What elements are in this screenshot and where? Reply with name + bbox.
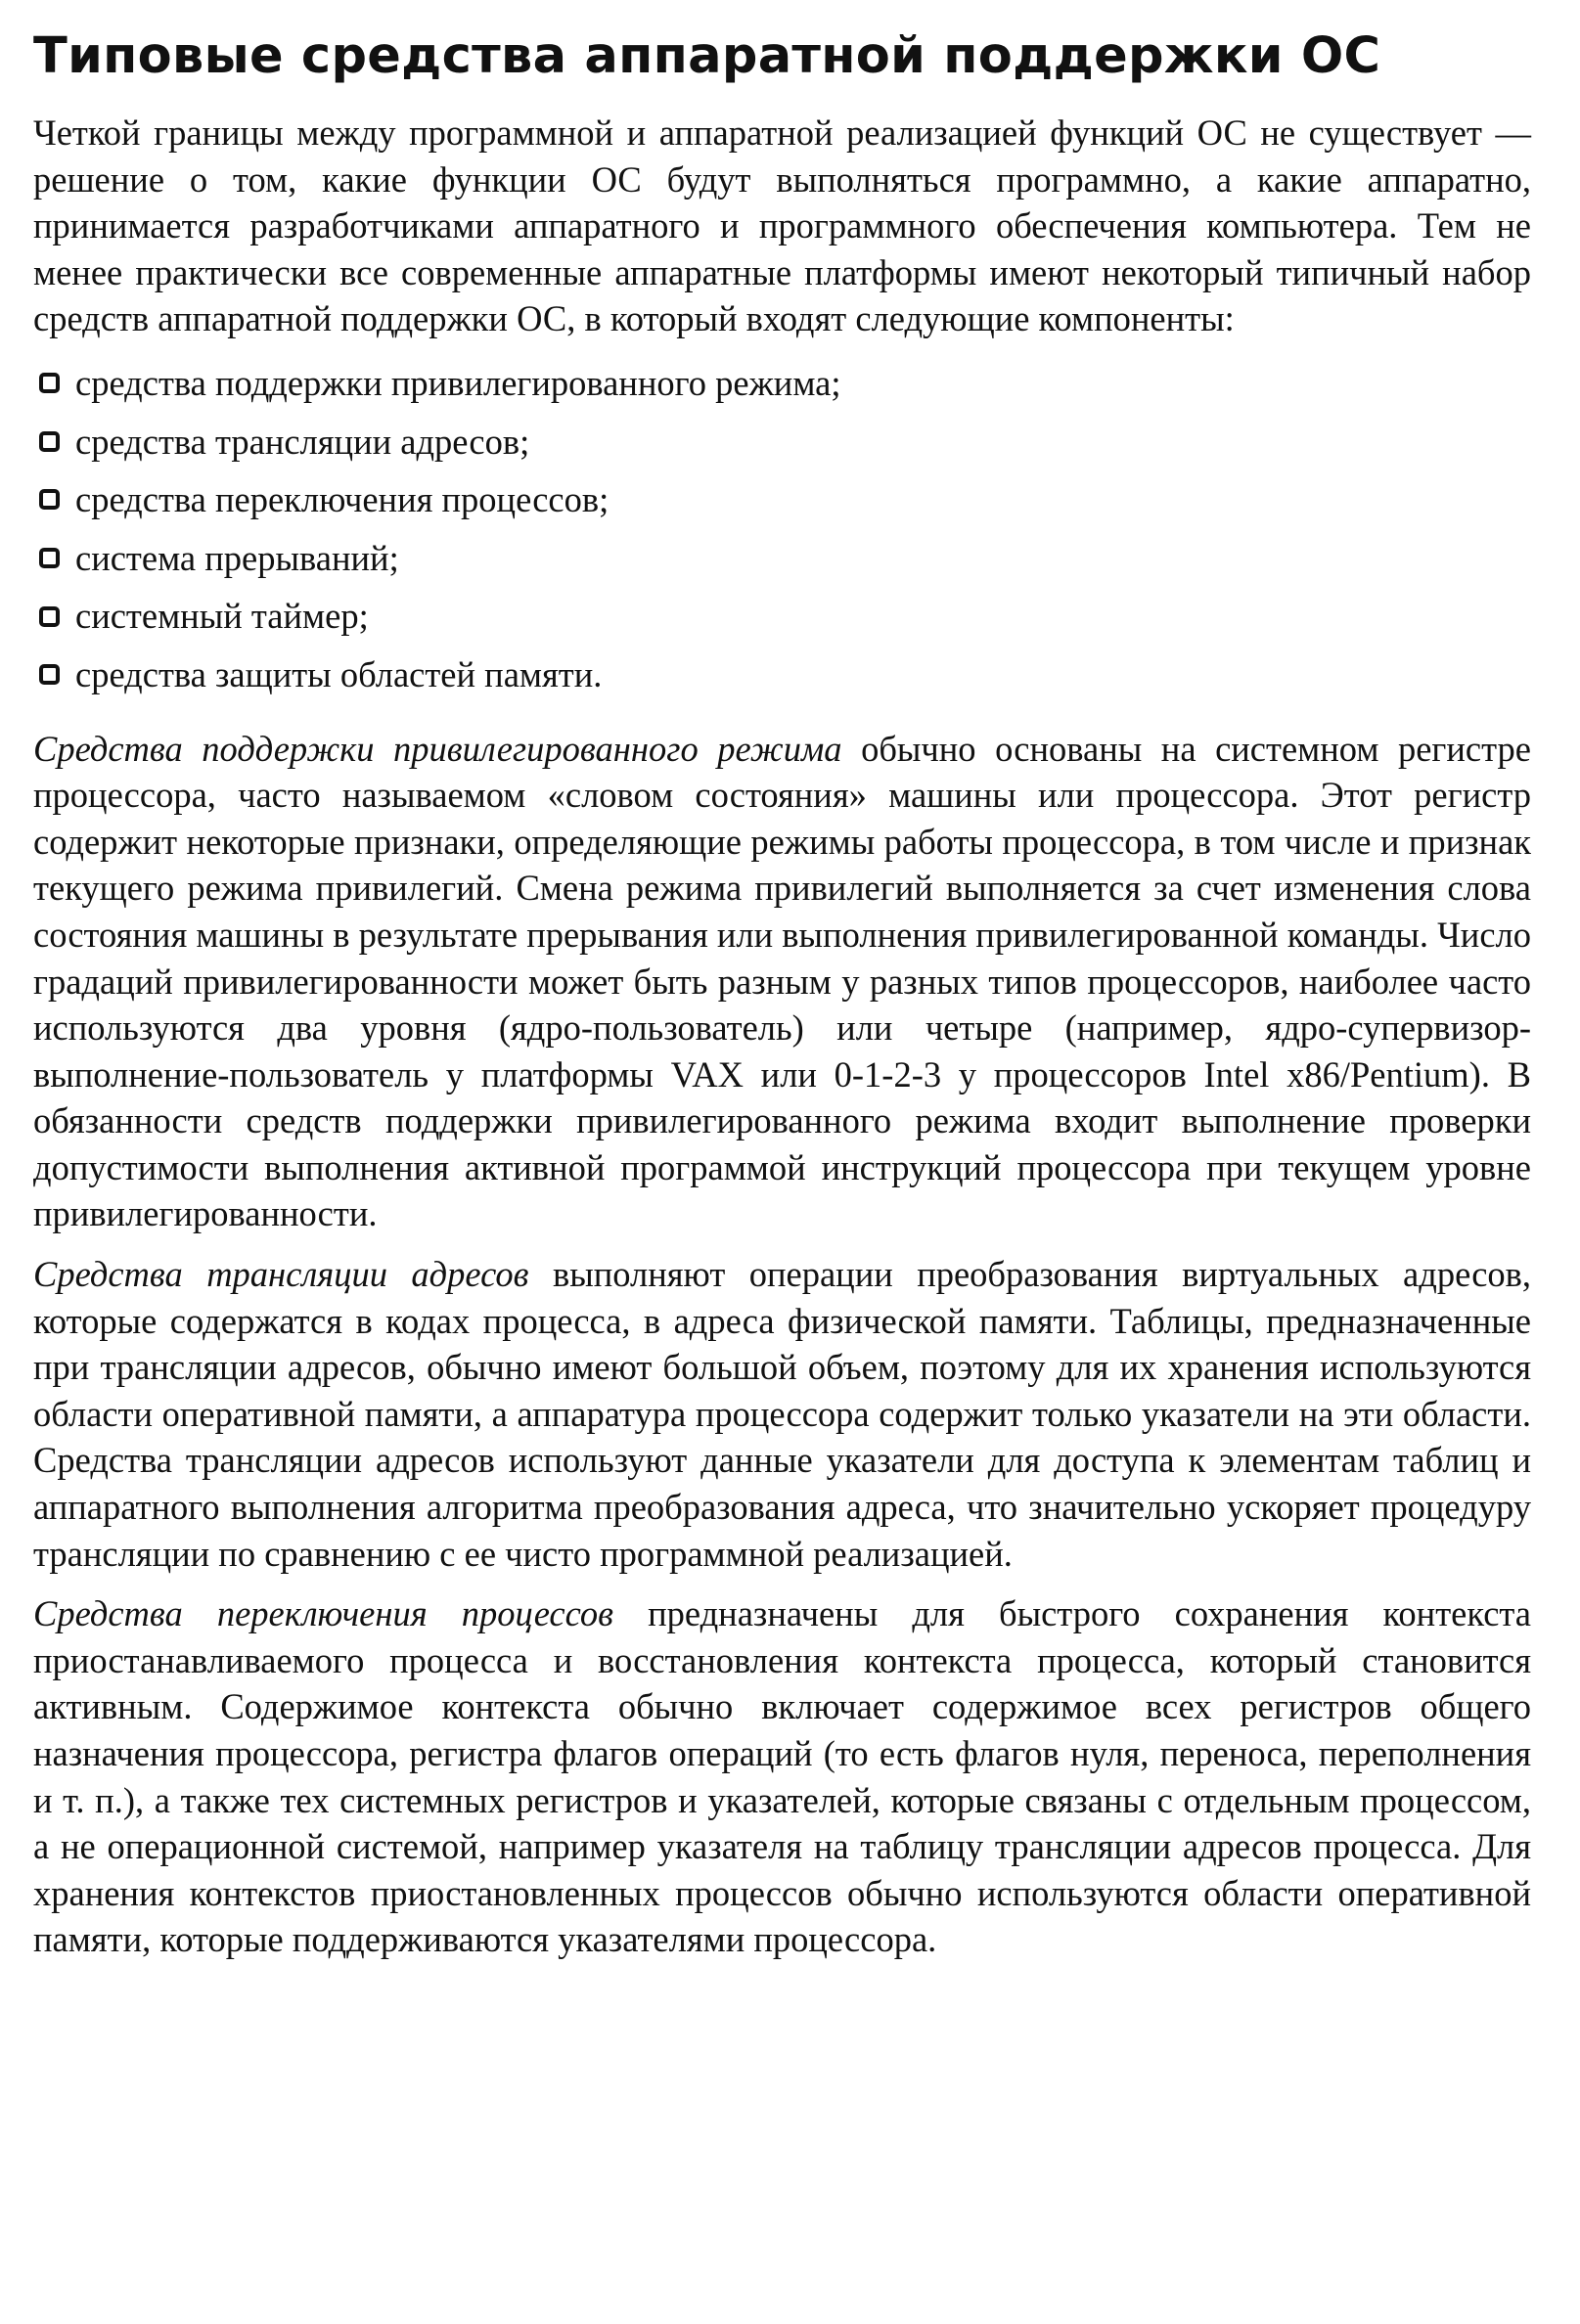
checkbox-bullet-icon: [39, 431, 60, 452]
list-item-text: системный таймер;: [75, 596, 369, 637]
address-translation-term: Средства трансляции адресов: [33, 1254, 529, 1295]
list-item: [33, 646, 1531, 704]
list-item-text: средства трансляции адресов;: [75, 421, 530, 462]
checkbox-bullet-icon: [39, 606, 60, 627]
privileged-mode-paragraph: [33, 726, 1531, 1238]
checkbox-bullet-icon: [39, 664, 60, 685]
component-list: [33, 354, 1531, 704]
list-item-text: система прерываний;: [75, 537, 399, 578]
list-item: [33, 413, 1531, 471]
list-item: [33, 587, 1531, 646]
checkbox-bullet-icon: [39, 489, 60, 510]
privileged-mode-term: Средства поддержки привилегированного режима: [33, 728, 842, 769]
list-item-text: средства поддержки привилегированного режима;: [75, 362, 841, 403]
address-translation-paragraph: [33, 1251, 1531, 1577]
list-item-text: средства защиты областей памяти.: [75, 653, 603, 694]
privileged-mode-text: обычно основаны на системном регистре процессора, часто называемом «словом состояния» машины или процессора. Этот регистр содержит некоторые признаки, определяющие режимы работы процессора, в том числе и признак текущего режима привилегий. Смена режима привилегий выполняется за счет изменения слова состояния машины в результате прерывания или выполнения привилегированной команды. Число градаций привилегированности может быть разным у разных типов процессоров, наиболее часто используются два уровня (ядро-пользователь) или четыре (например, ядро-супервизор-выполнение-пользователь у платформы VAX или 0-1-2-3 у процессоров Intel x86/Pentium). В обязанности средств поддержки привилегированного режима входит выполнение проверки допустимости выполнения активной программой инструкций процессора при текущем уровне привилегированности.: [33, 728, 1531, 1234]
process-switching-paragraph: [33, 1590, 1531, 1963]
process-switching-term: Средства переключения процессов: [33, 1593, 613, 1634]
list-item-text: средства переключения процессов;: [75, 479, 609, 520]
list-item: [33, 529, 1531, 588]
list-item: [33, 354, 1531, 413]
process-switching-text: предназначены для быстрого сохранения контекста приостанавливаемого процесса и восстановления контекста процесса, который становится активным. Содержимое контекста обычно включает содержимое всех регистров общего назначения процессора, регистра флагов операций (то есть флагов нуля, переноса, переполнения и т. п.), а также тех системных регистров и указателей, которые связаны с отдельным процессом, а не операционной системой, например указателя на таблицу трансляции адресов процесса. Для хранения контекстов приостановленных процессов обычно используются области оперативной памяти, которые поддерживаются указателями процессора.: [33, 1593, 1531, 1960]
checkbox-bullet-icon: [39, 548, 60, 568]
checkbox-bullet-icon: [39, 373, 60, 393]
address-translation-text: выполняют операции преобразования виртуальных адресов, которые содержатся в кодах процесса, в адреса физической памяти. Таблицы, предназначенные при трансляции адресов, обычно имеют большой объем, поэтому для их хранения используются области оперативной памяти, а аппаратура процессора содержит только указатели на эти области. Средства трансляции адресов используют данные указатели для доступа к элементам таблиц и аппаратного выполнения алгоритма преобразования адреса, что значительно ускоряет процедуру трансляции по сравнению с ее чисто программной реализацией.: [33, 1254, 1532, 1574]
section-heading: Типовые средства аппаратной поддержки ОС: [33, 27, 1381, 85]
list-item: [33, 470, 1531, 529]
intro-paragraph: Четкой границы между программной и аппаратной реализацией функций ОС не существует — решение о том, какие функции ОС будут выполняться программно, а какие аппаратно, принимается разработчиками аппаратного и программного обеспечения компьютера. Тем не менее практически все современные аппаратные платформы имеют некоторый типичный набор средств аппаратной поддержки ОС, в который входят следующие компоненты:: [33, 112, 1531, 339]
